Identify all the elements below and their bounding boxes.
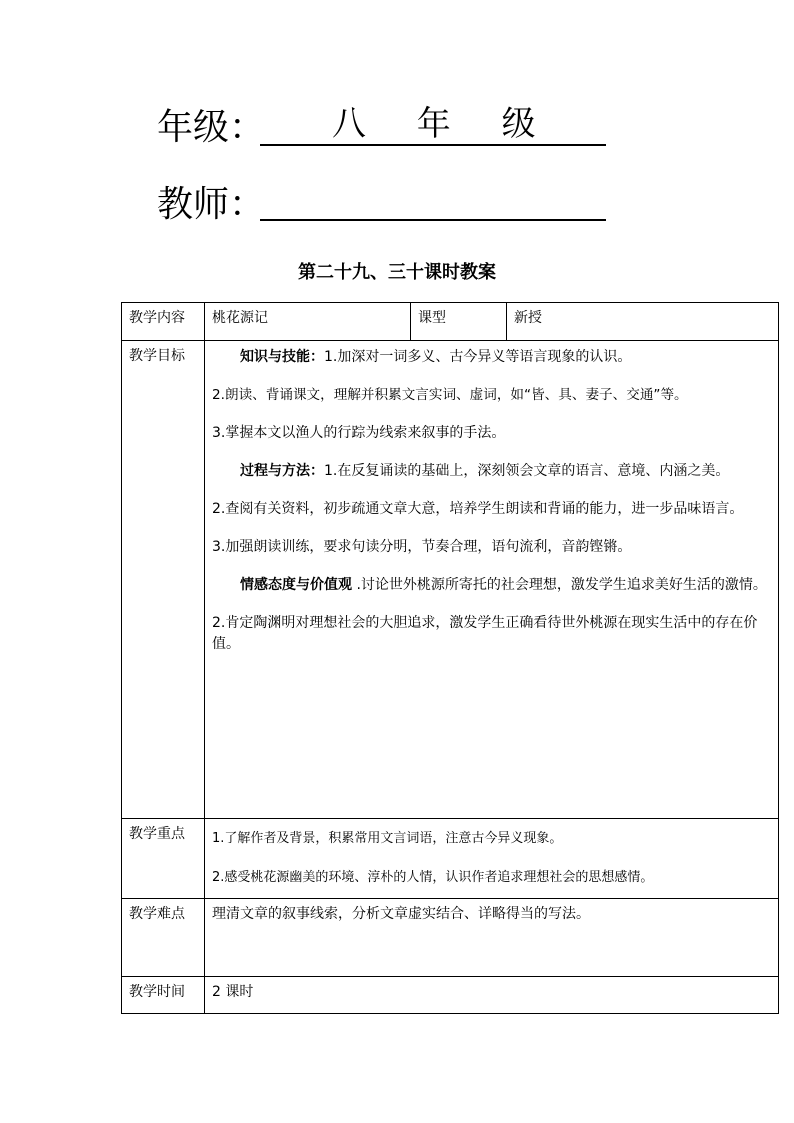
key-points-label: 教学重点 <box>122 819 205 899</box>
teacher-label: 教师： <box>157 184 266 225</box>
knowledge-heading: 知识与技能： <box>240 349 324 365</box>
key-point-1: 1.了解作者及背景，积累常用文言词语，注意古今异义现象。 <box>212 831 563 846</box>
time-value: 2 课时 <box>205 977 779 1014</box>
emotion-item-2: 2.肯定陶渊明对理想社会的大胆追求，激发学生正确看待世外桃源在现实生活中的存在价值。 <box>212 615 758 652</box>
time-label: 教学时间 <box>122 977 205 1014</box>
table-row <box>122 303 779 341</box>
table-row <box>122 341 779 819</box>
knowledge-item-1: 1.加深对一词多义、古今异义等语言现象的认识。 <box>324 349 632 365</box>
knowledge-paragraph <box>212 347 771 368</box>
grade-underline <box>260 106 606 146</box>
goals-label: 教学目标 <box>122 341 205 819</box>
emotion-heading: 情感态度与价值观 <box>240 577 352 593</box>
process-heading: 过程与方法： <box>240 463 324 479</box>
content-label: 教学内容 <box>122 303 205 341</box>
process-item-2: 2.查阅有关资料，初步疏通文章大意，培养学生朗读和背诵的能力，进一步品味语言。 <box>212 501 744 517</box>
content-value: 桃花源记 <box>205 303 411 341</box>
key-points-content <box>205 819 779 899</box>
emotion-item-1: .讨论世外桃源所寄托的社会理想，激发学生追求美好生活的激情。 <box>352 577 767 593</box>
difficulties-label: 教学难点 <box>122 899 205 977</box>
grade-value: 八 年 级 <box>332 104 556 144</box>
process-item-3: 3.加强朗读训练，要求句读分明，节奏合理，语句流利，音韵铿锵。 <box>212 539 632 555</box>
page-title: 第二十九、三十课时教案 <box>298 262 496 283</box>
grade-label: 年级： <box>157 107 266 148</box>
difficulties-text: 理清文章的叙事线索，分析文章虚实结合、详略得当的写法。 <box>205 899 779 977</box>
lesson-plan-table <box>121 302 779 1014</box>
knowledge-item-2: 2.朗读、背诵课文，理解并积累文言实词、虚词，如“皆、具、妻子、交通”等。 <box>212 387 688 403</box>
table-row <box>122 819 779 899</box>
grade-line <box>157 108 265 148</box>
teacher-line <box>157 185 265 225</box>
process-item-1: 1.在反复诵读的基础上，深刻领会文章的语言、意境、内涵之美。 <box>324 463 730 479</box>
process-paragraph <box>212 461 771 482</box>
type-value: 新授 <box>507 303 779 341</box>
table-row <box>122 899 779 977</box>
table-row <box>122 977 779 1014</box>
goals-content <box>205 341 779 819</box>
teacher-underline <box>260 182 606 221</box>
knowledge-item-3: 3.掌握本文以渔人的行踪为线索来叙事的手法。 <box>212 425 506 441</box>
key-point-2: 2.感受桃花源幽美的环境、淳朴的人情，认识作者追求理想社会的思想感情。 <box>212 870 654 885</box>
type-label: 课型 <box>411 303 507 341</box>
emotion-paragraph <box>212 575 771 596</box>
